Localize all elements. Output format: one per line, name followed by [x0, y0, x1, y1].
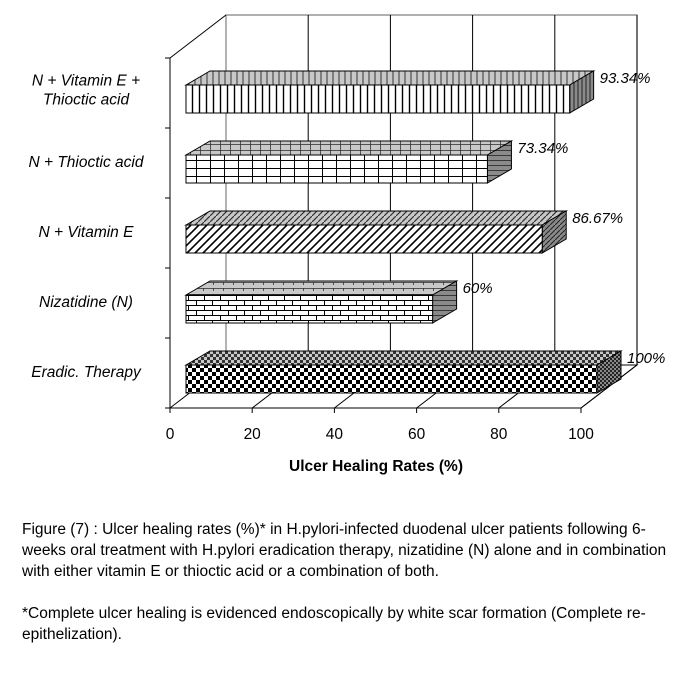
- bar-front-2: [186, 155, 487, 183]
- bar-5: [186, 351, 621, 393]
- category-label-1: N + Vitamin E + Thioctic acid: [31, 72, 141, 109]
- caption-main: Figure (7) : Ulcer healing rates (%)* in H.pylori-infected duodenal ulcer patients following 6-weeks oral treatment with H.pylori eradication therapy, nizatidine (N) alone and in combination with either vitamin E or thioctic acid or a combination of both.: [22, 521, 667, 580]
- data-label-1: 93.34%: [599, 70, 651, 87]
- bar-1: [186, 71, 594, 113]
- category-label-3: N + Vitamin E: [38, 224, 134, 241]
- bar-4: [186, 281, 457, 323]
- bar-2: [186, 141, 511, 183]
- bar-3: [186, 211, 566, 253]
- bars-group: [186, 71, 624, 393]
- x-tick-label-0: 0: [165, 426, 175, 443]
- bar-front-1: [186, 85, 570, 113]
- category-label-4: Nizatidine (N): [39, 294, 133, 311]
- figure-caption: [22, 519, 672, 645]
- bar-top-5: [186, 351, 621, 365]
- data-label-4: 60%: [462, 280, 493, 297]
- x-tick-label-40: 40: [325, 426, 344, 443]
- x-axis-title: Ulcer Healing Rates (%): [289, 458, 463, 475]
- x-tick-label-80: 80: [490, 426, 508, 443]
- bar-front-4: [186, 295, 433, 323]
- bar-front-5: [186, 365, 597, 393]
- caption-note: *Complete ulcer healing is evidenced endoscopically by white scar formation (Complete re-epithelization).: [22, 605, 646, 643]
- x-tick-label-60: 60: [407, 426, 426, 443]
- bar-top-1: [186, 71, 594, 85]
- data-label-5: 100%: [627, 350, 666, 367]
- bar-top-4: [186, 281, 457, 295]
- bar-front-3: [186, 225, 542, 253]
- bar-top-3: [186, 211, 566, 225]
- data-label-2: 73.34%: [517, 140, 569, 157]
- bar-top-2: [186, 141, 511, 155]
- data-label-3: 86.67%: [572, 210, 624, 227]
- x-tick-label-100: 100: [568, 426, 594, 443]
- x-tick-label-20: 20: [243, 426, 261, 443]
- category-label-5: Eradic. Therapy: [31, 364, 141, 381]
- category-label-2: N + Thioctic acid: [28, 154, 144, 171]
- left-wall-edge: [170, 15, 226, 58]
